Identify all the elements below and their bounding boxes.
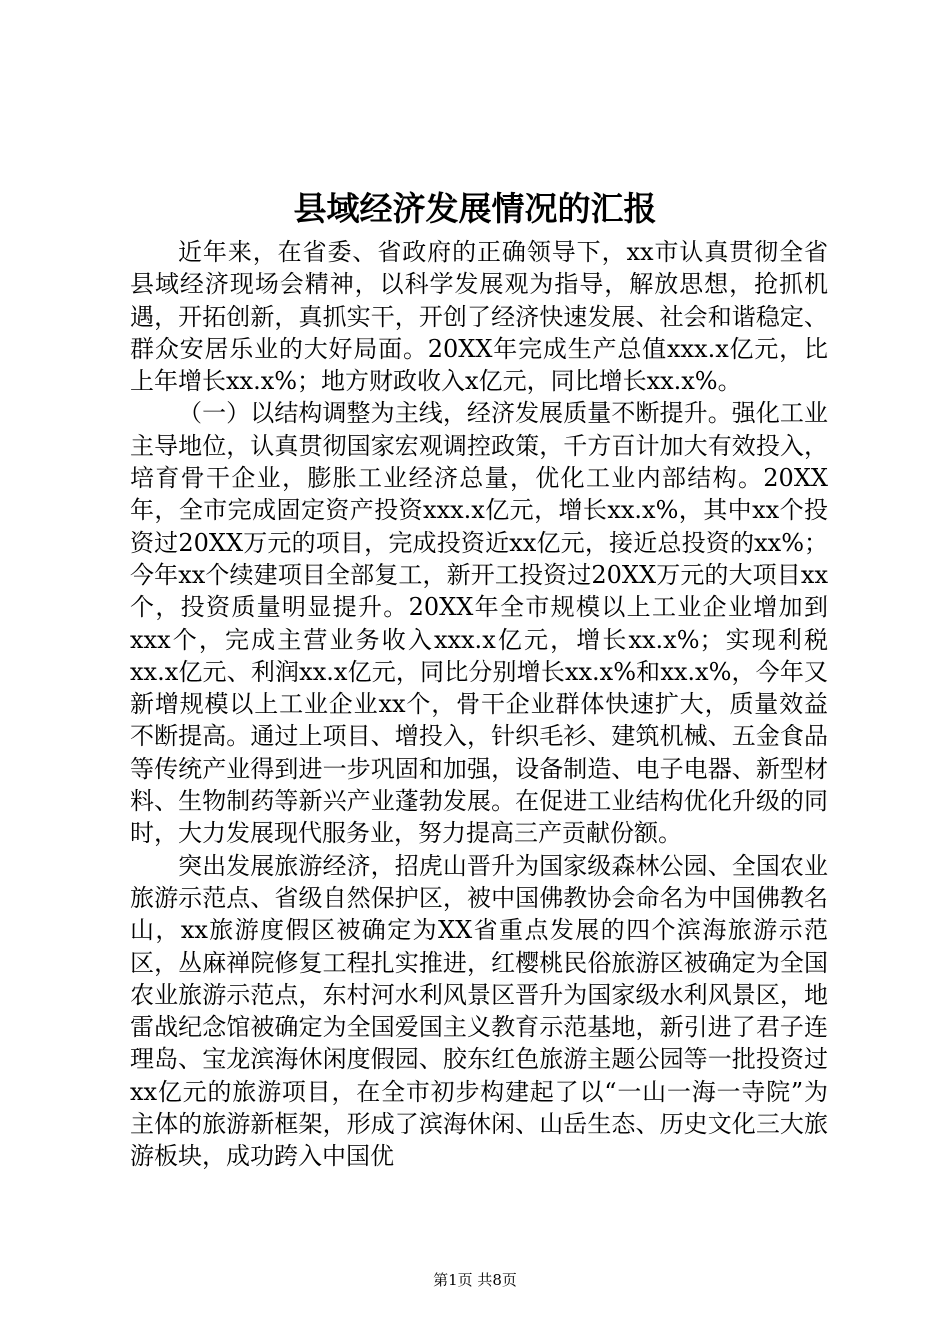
document-body — [130, 236, 828, 1173]
page-number-footer: 第1页 共8页 — [433, 1271, 517, 1289]
paragraph-tourism: 突出发展旅游经济，招虎山晋升为国家级森林公园、全国农业旅游示范点、省级自然保护区，被中国佛教协会命名为中国佛教名山，xx旅游度假区被确定为XX省重点发展的四个滨海旅游示范区，丛麻禅院修复工程扎实推进，红樱桃民俗旅游区被确定为全国农业旅游示范点，东村河水利风景区晋升为国家级水利风景区，地雷战纪念馆被确定为全国爱国主义教育示范基地，新引进了君子连理岛、宝龙滨海休闲度假园、胶东红色旅游主题公园等一批投资过xx亿元的旅游项目，在全市初步构建起了以“一山一海一寺院”为主体的旅游新框架，形成了滨海休闲、山岳生态、历史文化三大旅游板块，成功跨入中国优 — [130, 851, 828, 1171]
paragraph-intro: 近年来，在省委、省政府的正确领导下，xx市认真贯彻全省县域经济现场会精神，以科学发展观为指导，解放思想，抢抓机遇，开拓创新，真抓实干，开创了经济快速发展、社会和谐稳定、群众安居乐业的大好局面。20XX年完成生产总值xxx.x亿元，比上年增长xx.x%；地方财政收入x亿元，同比增长xx.x%。 — [130, 238, 828, 396]
document-title: 县域经济发展情况的汇报 — [293, 189, 657, 228]
paragraph-structure-adjustment: （一）以结构调整为主线，经济发展质量不断提升。强化工业主导地位，认真贯彻国家宏观调控政策，千方百计加大有效投入，培育骨干企业，膨胀工业经济总量，优化工业内部结构。20XX年，全市完成固定资产投资xxx.x亿元，增长xx.x%，其中xx个投资过20XX万元的项目，完成投资近xx亿元，接近总投资的xx%；今年xx个续建项目全部复工，新开工投资过20XX万元的大项目xx个，投资质量明显提升。20XX年全市规模以上工业企业增加到xxx个，完成主营业务收入xxx.x亿元，增长xx.x%；实现利税xx.x亿元、利润xx.x亿元，同比分别增长xx.x%和xx.x%，今年又新增规模以上工业企业xx个，骨干企业群体快速扩大，质量效益不断提高。通过上项目、增投入，针织毛衫、建筑机械、五金食品等传统产业得到进一步巩固和加强，设备制造、电子电器、新型材料、生物制药等新兴产业蓬勃发展。在促进工业结构优化升级的同时，大力发展现代服务业，努力提高三产贡献份额。 — [130, 399, 828, 848]
